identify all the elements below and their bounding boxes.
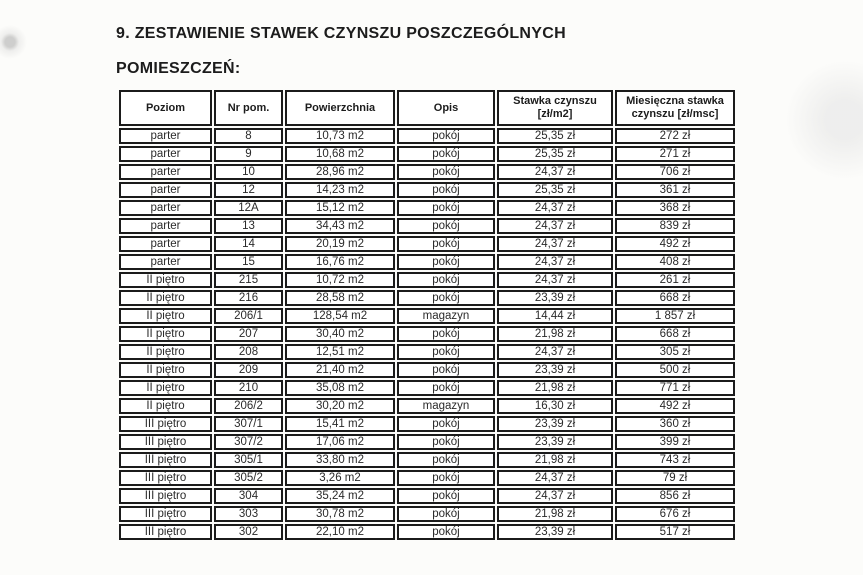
table-row bbox=[119, 200, 735, 216]
table-cell: 14,23 m2 bbox=[285, 182, 395, 198]
column-header: Opis bbox=[397, 90, 495, 126]
table-cell: 839 zł bbox=[615, 218, 735, 234]
column-header: Poziom bbox=[119, 90, 212, 126]
rent-rates-table bbox=[117, 88, 737, 542]
table-row bbox=[119, 398, 735, 414]
table-cell: 15 bbox=[214, 254, 283, 270]
table-row bbox=[119, 416, 735, 432]
table-cell: 20,19 m2 bbox=[285, 236, 395, 252]
table-cell: 368 zł bbox=[615, 200, 735, 216]
table-row bbox=[119, 524, 735, 540]
table-cell: pokój bbox=[397, 344, 495, 360]
table-cell: 500 zł bbox=[615, 362, 735, 378]
table-cell: 35,08 m2 bbox=[285, 380, 395, 396]
table-cell: 399 zł bbox=[615, 434, 735, 450]
table-header-row bbox=[119, 90, 735, 126]
table-cell: III piętro bbox=[119, 524, 212, 540]
table-row bbox=[119, 344, 735, 360]
table-cell: 305/1 bbox=[214, 452, 283, 468]
table-cell: 209 bbox=[214, 362, 283, 378]
table-cell: 492 zł bbox=[615, 398, 735, 414]
table-row bbox=[119, 254, 735, 270]
table-cell: 30,40 m2 bbox=[285, 326, 395, 342]
table-cell: 79 zł bbox=[615, 470, 735, 486]
table-cell: 14,44 zł bbox=[497, 308, 613, 324]
table-cell: pokój bbox=[397, 488, 495, 504]
table-row bbox=[119, 452, 735, 468]
table-cell: 14 bbox=[214, 236, 283, 252]
table-cell: 360 zł bbox=[615, 416, 735, 432]
table-cell: pokój bbox=[397, 452, 495, 468]
table-row bbox=[119, 218, 735, 234]
table-cell: 25,35 zł bbox=[497, 146, 613, 162]
table-cell: pokój bbox=[397, 326, 495, 342]
table-cell: II piętro bbox=[119, 398, 212, 414]
table-row bbox=[119, 308, 735, 324]
table-cell: pokój bbox=[397, 524, 495, 540]
table-row bbox=[119, 146, 735, 162]
table-cell: 24,37 zł bbox=[497, 344, 613, 360]
column-header: Miesięczna stawka czynszu [zł/msc] bbox=[615, 90, 735, 126]
table-cell: 15,12 m2 bbox=[285, 200, 395, 216]
table-cell: II piętro bbox=[119, 272, 212, 288]
table-cell: 23,39 zł bbox=[497, 290, 613, 306]
table-cell: 10,72 m2 bbox=[285, 272, 395, 288]
table-cell: 28,58 m2 bbox=[285, 290, 395, 306]
table-cell: 12,51 m2 bbox=[285, 344, 395, 360]
table-cell: pokój bbox=[397, 272, 495, 288]
table-cell: pokój bbox=[397, 416, 495, 432]
table-cell: 17,06 m2 bbox=[285, 434, 395, 450]
table-cell: 305/2 bbox=[214, 470, 283, 486]
page-title bbox=[116, 16, 566, 86]
table-cell: III piętro bbox=[119, 506, 212, 522]
table-cell: pokój bbox=[397, 434, 495, 450]
page-title-line2: POMIESZCZEŃ: bbox=[116, 60, 241, 77]
table-cell: 208 bbox=[214, 344, 283, 360]
table-cell: 12 bbox=[214, 182, 283, 198]
table-row bbox=[119, 506, 735, 522]
table-cell: 24,37 zł bbox=[497, 254, 613, 270]
table-cell: II piętro bbox=[119, 308, 212, 324]
table-cell: 8 bbox=[214, 128, 283, 144]
table-cell: 21,98 zł bbox=[497, 452, 613, 468]
table-cell: 12A bbox=[214, 200, 283, 216]
table-cell: 517 zł bbox=[615, 524, 735, 540]
table-cell: 9 bbox=[214, 146, 283, 162]
table-cell: III piętro bbox=[119, 452, 212, 468]
table-cell: 13 bbox=[214, 218, 283, 234]
table-row bbox=[119, 164, 735, 180]
table-cell: pokój bbox=[397, 254, 495, 270]
table-cell: 24,37 zł bbox=[497, 200, 613, 216]
table-cell: 21,98 zł bbox=[497, 380, 613, 396]
table-row bbox=[119, 488, 735, 504]
table-cell: pokój bbox=[397, 236, 495, 252]
table-cell: 25,35 zł bbox=[497, 128, 613, 144]
table-cell: 216 bbox=[214, 290, 283, 306]
table-cell: pokój bbox=[397, 362, 495, 378]
table-cell: magazyn bbox=[397, 398, 495, 414]
table-cell: 743 zł bbox=[615, 452, 735, 468]
table-cell: parter bbox=[119, 236, 212, 252]
table-cell: 24,37 zł bbox=[497, 164, 613, 180]
table-row bbox=[119, 434, 735, 450]
table-cell: 23,39 zł bbox=[497, 434, 613, 450]
table-cell: 33,80 m2 bbox=[285, 452, 395, 468]
table-body bbox=[119, 128, 735, 540]
table-cell: 1 857 zł bbox=[615, 308, 735, 324]
table-cell: 856 zł bbox=[615, 488, 735, 504]
table-cell: parter bbox=[119, 218, 212, 234]
table-cell: 303 bbox=[214, 506, 283, 522]
table-cell: 668 zł bbox=[615, 290, 735, 306]
column-header: Powierzchnia bbox=[285, 90, 395, 126]
table-cell: 21,98 zł bbox=[497, 506, 613, 522]
column-header: Stawka czynszu [zł/m2] bbox=[497, 90, 613, 126]
table-cell: II piętro bbox=[119, 290, 212, 306]
table-cell: 408 zł bbox=[615, 254, 735, 270]
table-cell: 23,39 zł bbox=[497, 524, 613, 540]
page-title-line1: 9. ZESTAWIENIE STAWEK CZYNSZU POSZCZEGÓLNYCH bbox=[116, 25, 566, 42]
table-cell: III piętro bbox=[119, 470, 212, 486]
table-row bbox=[119, 290, 735, 306]
table-cell: parter bbox=[119, 146, 212, 162]
table-cell: 668 zł bbox=[615, 326, 735, 342]
table-row bbox=[119, 272, 735, 288]
table-cell: 23,39 zł bbox=[497, 416, 613, 432]
table-cell: 307/2 bbox=[214, 434, 283, 450]
table-cell: 24,37 zł bbox=[497, 236, 613, 252]
table-row bbox=[119, 128, 735, 144]
table-cell: 10,68 m2 bbox=[285, 146, 395, 162]
table-cell: 15,41 m2 bbox=[285, 416, 395, 432]
table-cell: 302 bbox=[214, 524, 283, 540]
table-cell: 3,26 m2 bbox=[285, 470, 395, 486]
column-header: Nr pom. bbox=[214, 90, 283, 126]
table-row bbox=[119, 380, 735, 396]
table-cell: 16,30 zł bbox=[497, 398, 613, 414]
table-cell: 16,76 m2 bbox=[285, 254, 395, 270]
table-cell: 24,37 zł bbox=[497, 470, 613, 486]
table-cell: 261 zł bbox=[615, 272, 735, 288]
table-row bbox=[119, 470, 735, 486]
table-cell: 307/1 bbox=[214, 416, 283, 432]
table-cell: 271 zł bbox=[615, 146, 735, 162]
table-cell: 272 zł bbox=[615, 128, 735, 144]
table-cell: 25,35 zł bbox=[497, 182, 613, 198]
table-cell: parter bbox=[119, 200, 212, 216]
table-header bbox=[119, 90, 735, 126]
table-cell: 24,37 zł bbox=[497, 218, 613, 234]
table-cell: 206/1 bbox=[214, 308, 283, 324]
table-cell: pokój bbox=[397, 470, 495, 486]
table-cell: magazyn bbox=[397, 308, 495, 324]
table-cell: 304 bbox=[214, 488, 283, 504]
table-cell: 706 zł bbox=[615, 164, 735, 180]
table-row bbox=[119, 182, 735, 198]
table-cell: III piętro bbox=[119, 416, 212, 432]
table-cell: pokój bbox=[397, 128, 495, 144]
table-cell: pokój bbox=[397, 218, 495, 234]
table-cell: pokój bbox=[397, 380, 495, 396]
table-cell: II piętro bbox=[119, 362, 212, 378]
table-cell: parter bbox=[119, 128, 212, 144]
table-cell: pokój bbox=[397, 290, 495, 306]
table-cell: 21,98 zł bbox=[497, 326, 613, 342]
table-cell: pokój bbox=[397, 182, 495, 198]
table-row bbox=[119, 362, 735, 378]
table-cell: 361 zł bbox=[615, 182, 735, 198]
table-cell: 24,37 zł bbox=[497, 488, 613, 504]
table-cell: 771 zł bbox=[615, 380, 735, 396]
table-cell: 10 bbox=[214, 164, 283, 180]
table-cell: 23,39 zł bbox=[497, 362, 613, 378]
table-cell: 24,37 zł bbox=[497, 272, 613, 288]
table-cell: pokój bbox=[397, 164, 495, 180]
table-cell: parter bbox=[119, 254, 212, 270]
table-cell: pokój bbox=[397, 506, 495, 522]
table-row bbox=[119, 236, 735, 252]
table-cell: 492 zł bbox=[615, 236, 735, 252]
table-cell: III piętro bbox=[119, 488, 212, 504]
table-cell: parter bbox=[119, 182, 212, 198]
table-cell: III piętro bbox=[119, 434, 212, 450]
table-cell: 30,78 m2 bbox=[285, 506, 395, 522]
table-cell: II piętro bbox=[119, 380, 212, 396]
table-cell: II piętro bbox=[119, 326, 212, 342]
table-cell: II piętro bbox=[119, 344, 212, 360]
table-cell: 30,20 m2 bbox=[285, 398, 395, 414]
table-cell: pokój bbox=[397, 146, 495, 162]
table-cell: 35,24 m2 bbox=[285, 488, 395, 504]
table-cell: 10,73 m2 bbox=[285, 128, 395, 144]
table-cell: parter bbox=[119, 164, 212, 180]
table-cell: pokój bbox=[397, 200, 495, 216]
table-row bbox=[119, 326, 735, 342]
table-cell: 22,10 m2 bbox=[285, 524, 395, 540]
table-cell: 207 bbox=[214, 326, 283, 342]
table-cell: 28,96 m2 bbox=[285, 164, 395, 180]
table-cell: 128,54 m2 bbox=[285, 308, 395, 324]
table-cell: 305 zł bbox=[615, 344, 735, 360]
table-cell: 34,43 m2 bbox=[285, 218, 395, 234]
table-cell: 210 bbox=[214, 380, 283, 396]
table-cell: 676 zł bbox=[615, 506, 735, 522]
table-cell: 21,40 m2 bbox=[285, 362, 395, 378]
table-cell: 215 bbox=[214, 272, 283, 288]
table-cell: 206/2 bbox=[214, 398, 283, 414]
